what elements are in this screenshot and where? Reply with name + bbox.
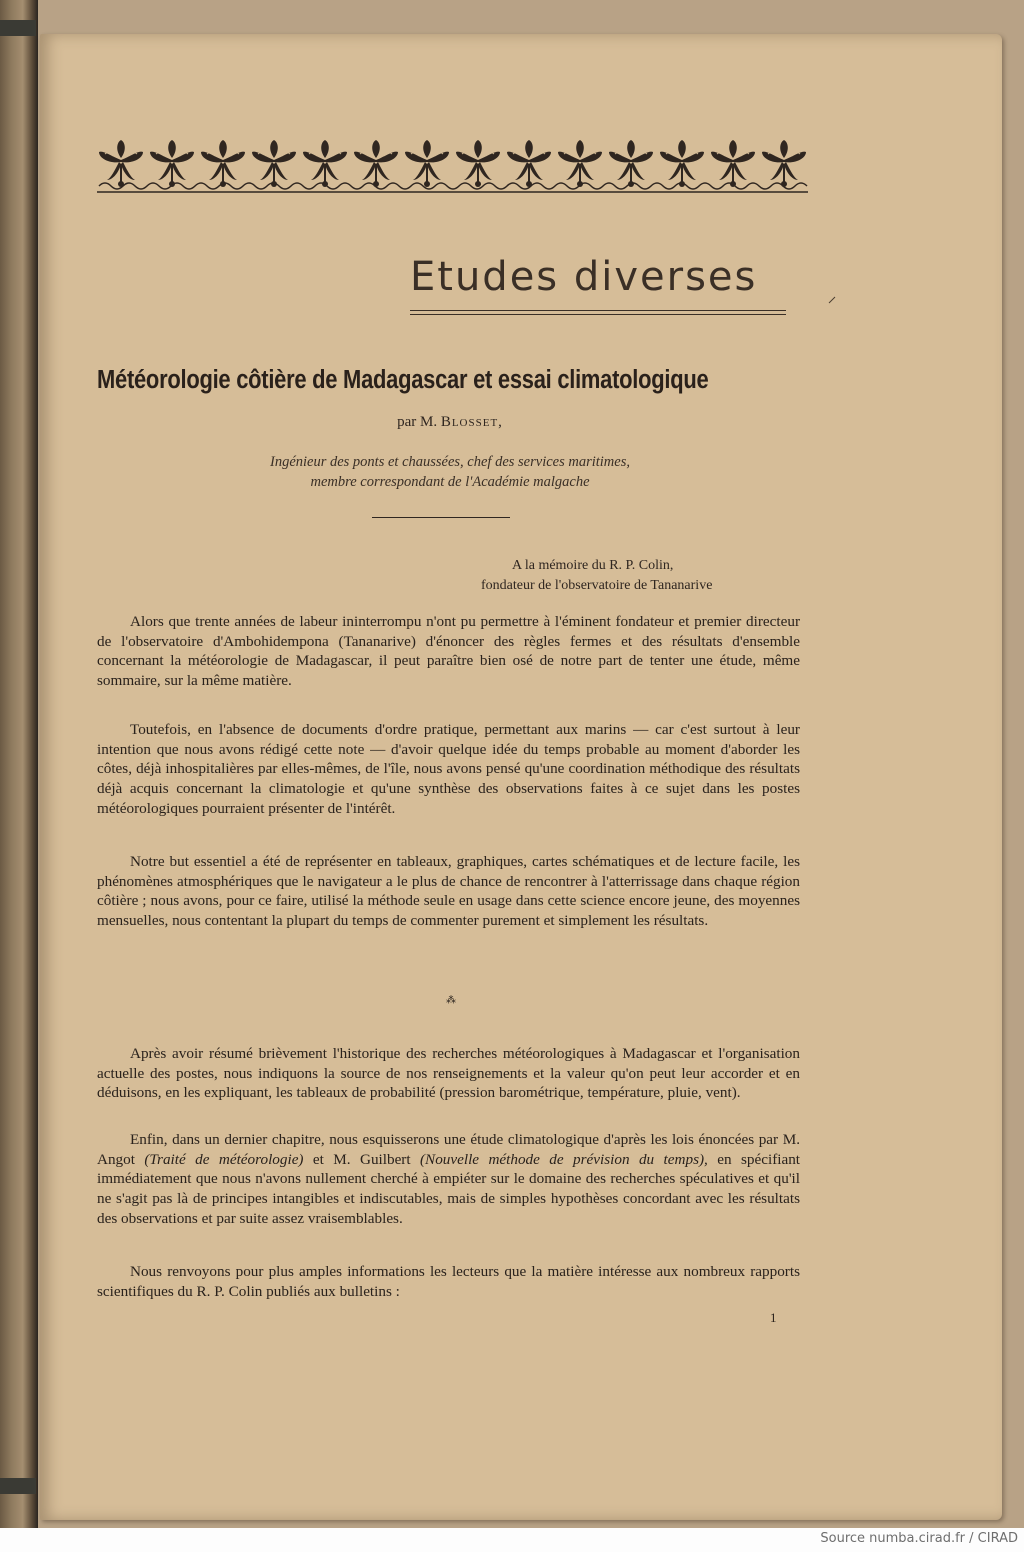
- iris-motif: [507, 140, 551, 187]
- pencil-mark: [828, 296, 836, 304]
- iris-motif: [303, 140, 347, 187]
- dedication-line: fondateur de l'observatoire de Tananarive: [481, 578, 713, 593]
- affiliation-line: membre correspondant de l'Académie malgache: [310, 474, 590, 490]
- paragraph: Nous renvoyons pour plus amples informations les lecteurs que la matière intéresse aux nombreux rapports scientifiques du R. P. Colin publiés aux bulletins :: [97, 1263, 800, 1300]
- spine-band: [0, 20, 36, 36]
- affiliation-line: Ingénieur des ponts et chaussées, chef des services maritimes,: [269, 454, 630, 470]
- iris-motif: [762, 140, 806, 187]
- paragraph-text: Enfin, dans un dernier chapitre, nous esquisserons une étude climatologique d'après les lois énoncées par M. Angot: [97, 1131, 800, 1168]
- page-number: 1: [770, 1310, 777, 1325]
- source-credit: Source numba.cirad.fr / CIRAD: [820, 1531, 1018, 1546]
- iris-motif: [405, 140, 449, 187]
- title-underline: [410, 314, 786, 315]
- iris-motif: [456, 140, 500, 187]
- section-title: Etudes diverses: [410, 254, 758, 300]
- paragraph: Après avoir résumé brièvement l'historique des recherches météorologiques à Madagascar et l'organisation actuelle des postes, nous indiquons la source de nos renseignements et la valeur qu'on peut leur accorder et en déduisons, en les expliquant, les tableaux de probabilité (pression barométrique, température, pluie, vent).: [97, 1045, 800, 1102]
- iris-motif: [660, 140, 704, 187]
- byline-prefix: par M.: [397, 414, 438, 430]
- iris-motif: [99, 140, 143, 187]
- paragraph: Toutefois, en l'absence de documents d'ordre pratique, permettant aux marins — car c'est surtout à leur intention que nous avons rédigé cette note — d'avoir quelque idée du temps probable au moment d'aborder les côtes, déjà inhospitalières par elles-mêmes, de l'île, nous avons pensé qu'une coordination méthodique des résultats déjà acquis concernant la climatologie et qu'une synthèse des observations faites à ce sujet dans les postes météorologiques pourraient présenter de l'intérêt.: [97, 721, 800, 817]
- iris-motif: [558, 140, 602, 187]
- paragraph-text: en spécifiant immédiatement que nous n'avons nullement cherché à empiéter sur le domaine des recherches spéculatives et qu'il ne s'agit pas là de principes intangibles et indiscutables, mais de simples hypothèses concordant avec les résultats des observations et par suite assez vraisemblables.: [97, 1150, 801, 1227]
- asterism: ⁂: [446, 995, 456, 1006]
- footer-bar: [0, 1528, 1024, 1552]
- iris-motif: [252, 140, 296, 187]
- byline: [0, 414, 900, 431]
- iris-motif: [150, 140, 194, 187]
- dedication-line: A la mémoire du R. P. Colin,: [512, 558, 674, 573]
- iris-motif: [711, 140, 755, 187]
- separator-rule: [372, 517, 510, 518]
- paragraph: Notre but essentiel a été de représenter en tableaux, graphiques, cartes schématiques et de lecture facile, les phénomènes atmosphériques que le navigateur a le plus de chance de rencontrer à l'atterrissage dans chaque région côtière ; nous avons, pour ce faire, utilisé la méthode seule en usage dans cette science encore jeune, des moyennes mensuelles, nous contentant la plupart du temps de commenter purement et simplement les résultats.: [97, 853, 800, 930]
- decorative-header-ornament: [97, 136, 808, 196]
- iris-motif: [201, 140, 245, 187]
- book-spine: [0, 0, 38, 1528]
- citation: (Nouvelle méthode de prévision du temps),: [420, 1150, 708, 1168]
- paragraph: [97, 1130, 800, 1229]
- paragraph: Alors que trente années de labeur ininterrompu n'ont pu permettre à l'éminent fondateur et premier directeur de l'observatoire d'Ambohidempona (Tananarive) d'énoncer des règles fermes et des résultats d'ensemble concernant la météorologie de Madagascar, il peut paraître bien osé de notre part de tenter une étude, même sommaire, sur la même matière.: [97, 613, 800, 690]
- iris-motif: [354, 140, 398, 187]
- spine-band: [0, 1478, 36, 1494]
- title-underline: [410, 310, 786, 311]
- iris-motif: [609, 140, 653, 187]
- paragraph-text: et M. Guilbert: [312, 1150, 411, 1168]
- citation: (Traité de météorologie): [144, 1150, 304, 1168]
- article-title: Météorologie côtière de Madagascar et essai climatologique: [97, 366, 709, 394]
- author-name: Blosset,: [440, 414, 503, 430]
